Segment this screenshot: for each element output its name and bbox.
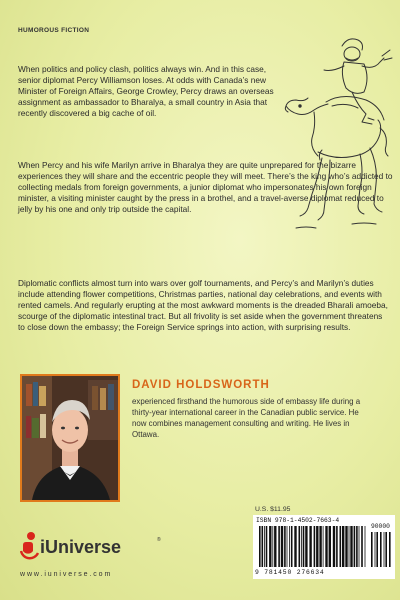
genre-label: HUMOROUS FICTION (18, 27, 90, 34)
barcode-bar (289, 526, 290, 567)
barcode-bar (287, 526, 288, 567)
barcode-bar (385, 532, 387, 567)
barcode-bar (375, 532, 376, 567)
barcode-bar (299, 526, 301, 567)
barcode-bar (303, 526, 305, 567)
barcode-bar (309, 526, 311, 567)
barcode-bar (371, 532, 373, 567)
barcode-bar (345, 526, 347, 567)
author-photo (20, 374, 120, 502)
barcode-bar (380, 532, 382, 567)
barcode-bar (281, 526, 283, 567)
barcode-bar (325, 526, 327, 567)
barcode-bar (316, 526, 318, 567)
isbn-price-code: 90000 (371, 523, 390, 530)
barcode-bar (376, 532, 378, 567)
publisher-logo-text: iUniverse (40, 537, 122, 557)
barcode-bar (274, 526, 276, 567)
isbn-barcode (253, 515, 395, 579)
registered-mark: ® (157, 537, 161, 543)
barcode-bar (354, 526, 356, 567)
barcode-bar (259, 526, 261, 567)
barcode-bar (329, 526, 331, 567)
barcode-bar (365, 526, 366, 567)
barcode-bar (262, 526, 264, 567)
iuniverse-logo-icon (20, 531, 40, 565)
barcode-bar (284, 526, 286, 567)
barcode-bar (336, 526, 338, 567)
barcode-bar (340, 526, 342, 567)
barcode-bar (314, 526, 316, 567)
barcode-number: 9 781450 276634 (255, 569, 325, 576)
blurb-paragraph-1: When politics and policy clash, politics always win. And in this case, senior diplomat Percy Williamson loses. At odds with Canada’s new Minister of Foreign Affairs, George Crowley, Percy draws an overseas assignment as ambassador to Bharalya, a small country in Asia that recently discovered a big cache of oil. (18, 64, 274, 118)
barcode-bar (361, 526, 363, 567)
barcode-bar (301, 526, 302, 567)
blurb-paragraph-3: Diplomatic conflicts almost turn into wars over golf tournaments, and Percy’s and Marilyn’s duties include attending flower competitions, Christmas parties, national day celebrations, and events with rented camels. And regularly erupting at the most awkward moments is the dreaded Bharali amoeba, scourge of the diplomatic intestinal tract. But all frivolity is set aside when the government threatens to close down the embassy; the Foreign Service springs into action, with surprising results. (18, 278, 388, 332)
barcode-bar (305, 526, 307, 567)
barcode-bar (272, 526, 273, 567)
barcode-bar (384, 532, 385, 567)
barcode-bar (359, 526, 360, 567)
author-bio: experienced firsthand the humorous side of embassy life during a thirty-year international career in the Canadian public service. He now combines management consulting and writing. He lives in Ottawa. (132, 397, 361, 439)
barcode-bar (294, 526, 296, 567)
publisher-url: www.iuniverse.com (20, 571, 113, 578)
barcode-bar (291, 526, 293, 567)
barcode-bar (350, 526, 352, 567)
camel-rider-illustration (282, 32, 397, 254)
barcode-bar (342, 526, 344, 567)
barcode-bar (264, 526, 265, 567)
isbn-text: ISBN 978-1-4502-7663-4 (256, 517, 340, 524)
price-label: U.S. $11.95 (255, 506, 291, 513)
author-portrait-image (22, 376, 118, 500)
barcode-bar (266, 526, 268, 567)
barcode-bar (278, 526, 280, 567)
barcode-bar (319, 526, 321, 567)
barcode-bar (356, 526, 358, 567)
barcode-bar (323, 526, 324, 567)
barcode-bar (333, 526, 335, 567)
blurb-paragraph-2: When Percy and his wife Marilyn arrive in Bharalya they are quite unprepared for the bizarre experiences they will share and the eccentric people they will meet. There’s the king who’s addicted to collecting medals from foreign governments, a junior diplomat who impersonates his own foreign minister, a visiting minister caught by the press in a brothel, and a travel-averse diplomat reduced to jelly by his one and only trip outside the capital. (18, 160, 393, 214)
barcode-bar (269, 526, 271, 567)
barcode-bar (349, 526, 350, 567)
barcode-bar (389, 532, 391, 567)
author-name: DAVID HOLDSWORTH (132, 379, 270, 391)
